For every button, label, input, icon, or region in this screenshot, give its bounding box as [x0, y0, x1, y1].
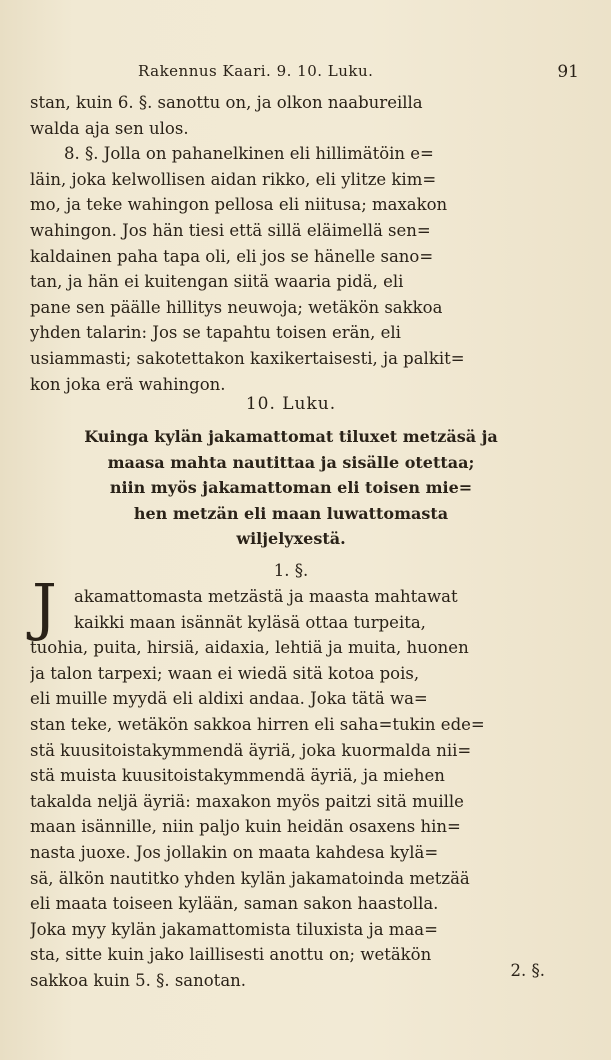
text-line: yhden talarin: Jos se tapahtu toisen erän, eli: [30, 323, 401, 343]
text-line: läin, joka kelwollisen aidan rikko, eli ylitze kim=: [30, 169, 437, 189]
text-line: sä, älkön nautitko yhden kylän jakamatoinda metzää: [30, 868, 470, 888]
drop-cap: J: [32, 570, 57, 643]
text-line: nasta juoxe. Jos jollakin on maata kahdesa kylä=: [30, 842, 439, 862]
text-line: stä muista kuusitoistakymmendä äyriä, ja miehen: [30, 766, 445, 786]
text-line: stan, kuin 6. §. sanottu on, ja olkon naabureilla: [30, 93, 423, 112]
text-line: walda aja sen ulos.: [30, 118, 189, 138]
text-line: eli muille myydä eli aldixi andaa. Joka tätä wa=: [30, 689, 428, 709]
text-line: akamattomasta metzästä ja maasta mahtawat: [74, 587, 458, 606]
text-line: stan teke, wetäkön sakkoa hirren eli saha=tukin ede=: [30, 714, 485, 734]
text-line: Joka myy kylän jakamattomista tiluxista ja maa=: [30, 919, 438, 939]
text-line: kaldainen paha tapa oli, eli jos se hänelle sano=: [30, 246, 434, 266]
section-8-text: [30, 90, 552, 397]
section-mark: 1. §.: [273, 561, 309, 580]
text-line: mo, ja teke wahingon pellosa eli niitusa; maxakon: [30, 195, 448, 215]
summary-line: maasa mahta nautittaa ja sisälle otettaa;: [107, 452, 475, 472]
summary-line: niin myös jakamattoman eli toisen mie=: [109, 478, 473, 498]
text-line: tuohia, puita, hirsiä, aidaxia, lehtiä ja muita, huonen: [30, 638, 469, 658]
text-line: kon joka erä wahingon.: [30, 374, 226, 394]
text-line: takalda neljä äyriä: maxakon myös paitzi sitä muille: [30, 791, 464, 811]
page-number: 91: [557, 62, 579, 82]
text-line: stä kuusitoistakymmendä äyriä, joka kuormalda nii=: [30, 740, 472, 760]
running-head: Rakennus Kaari. 9. 10. Luku.: [138, 62, 374, 80]
text-line: eli maata toiseen kylään, saman sakon haastolla.: [30, 894, 439, 914]
text-line: usiammasti; sakotettakon kaxikertaisesti, ja palkit=: [30, 348, 465, 368]
page-header: [28, 62, 583, 86]
text-line: pane sen päälle hillitys neuwoja; wetäkön sakkoa: [30, 297, 443, 317]
text-line: maan isännille, niin paljo kuin heidän osaxens hin=: [30, 817, 461, 837]
summary-line: Kuinga kylän jakamattomat tiluxet metzäsä ja: [84, 427, 498, 446]
text-line: tan, ja hän ei kuitengan siitä waaria pidä, eli: [30, 272, 404, 292]
text-line: kaikki maan isännät kyläsä ottaa turpeita,: [74, 612, 426, 632]
chapter-summary: [30, 423, 552, 551]
text-line: sta, sitte kuin jako laillisesti anottu on; wetäkön: [30, 945, 432, 965]
text-line: 8. §. Jolla on pahanelkinen eli hillimätöin e=: [64, 144, 434, 164]
summary-line: hen metzän eli maan luwattomasta: [133, 503, 449, 523]
section-1-text: [30, 584, 552, 994]
chapter-title: 10. Luku.: [245, 394, 337, 414]
text-line: wahingon. Jos hän tiesi että sillä eläimellä sen=: [30, 220, 431, 240]
text-line: ja talon tarpexi; waan ei wiedä sitä kotoa pois,: [30, 663, 420, 683]
catchword: 2. §.: [510, 961, 545, 980]
text-line: sakkoa kuin 5. §. sanotan.: [30, 970, 247, 990]
summary-line: wiljelyxestä.: [236, 529, 346, 549]
